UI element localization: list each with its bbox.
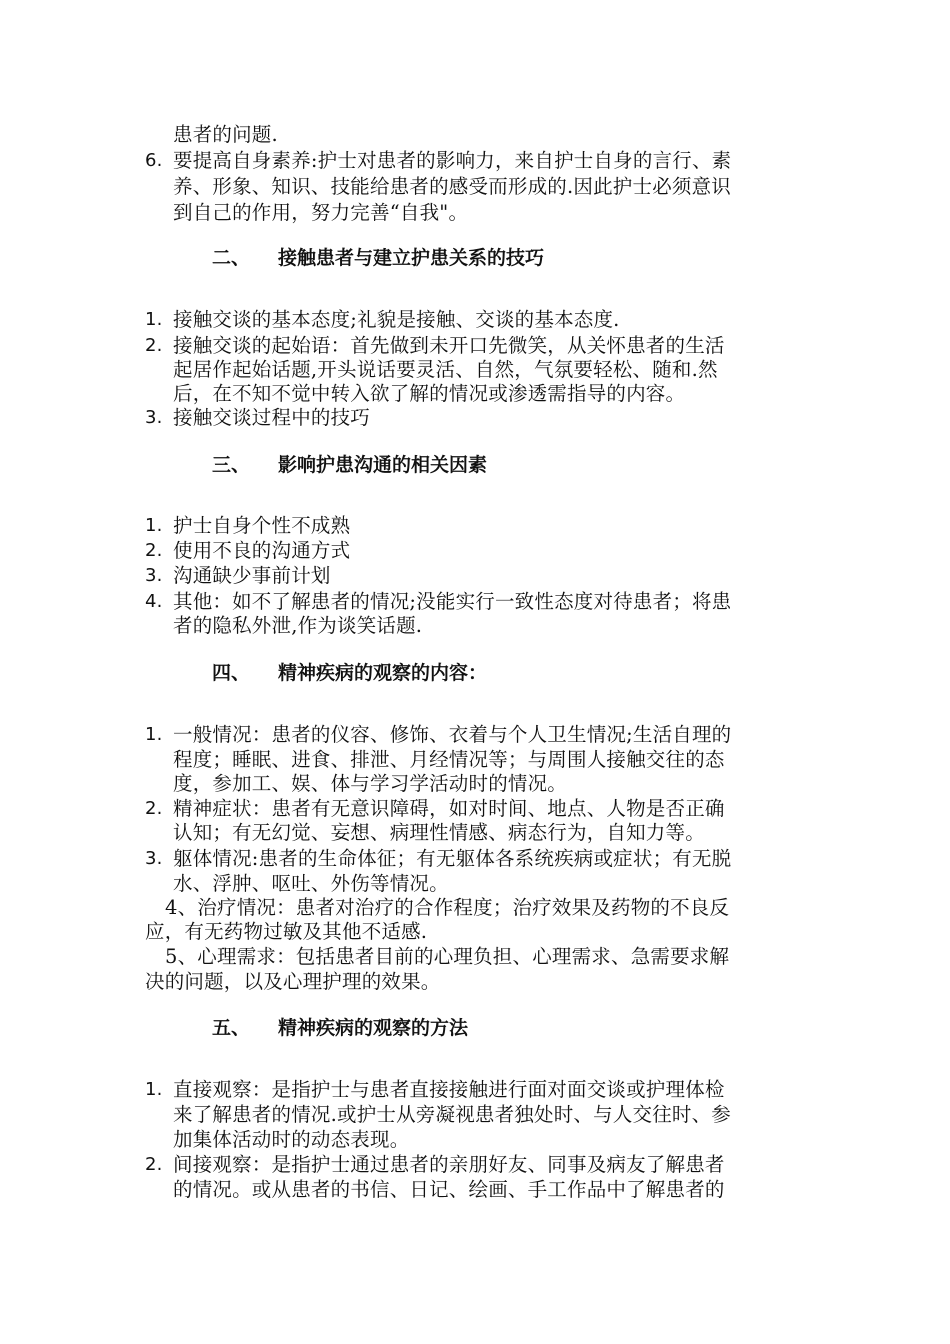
section-title: 影响护患沟通的相关因素 [278, 454, 488, 476]
paragraph-text: 4、治疗情况：患者对治疗的合作程度；治疗效果及药物的不良反 [165, 896, 730, 919]
list-item-text: 接触交谈过程中的技巧 [173, 406, 371, 429]
section-number: 四、 [212, 662, 251, 684]
paragraph-text: 决的问题，以及心理护理的效果。 [145, 970, 441, 993]
list-item-text: 接触交谈的基本态度;礼貌是接触、交谈的基本态度. [173, 308, 620, 331]
list-item-text: 护士自身个性不成熟 [173, 514, 351, 537]
paragraph-text: 应，有无药物过敏及其他不适感. [145, 920, 428, 943]
list-item-text: 的情况。或从患者的书信、日记、绘画、手工作品中了解患者的 [173, 1178, 725, 1201]
list-item-text: 者的隐私外泄,作为谈笑话题. [173, 614, 423, 637]
list-number: 2. [145, 798, 163, 819]
section-number: 三、 [212, 454, 251, 476]
list-number: 4. [145, 591, 163, 612]
list-item-text: 程度；睡眠、进食、排泄、月经情况等；与周围人接触交往的态 [173, 748, 725, 771]
list-item-text: 起居作起始话题,开头说话要灵活、自然，气氛要轻松、随和.然 [173, 358, 718, 381]
list-item-text: 要提高自身素养:护士对患者的影响力，来自护士自身的言行、素 [173, 149, 732, 172]
list-item-text: 水、浮肿、呕吐、外伤等情况。 [173, 872, 449, 895]
list-item-text: 直接观察：是指护士与患者直接接触进行面对面交谈或护理体检 [173, 1078, 725, 1101]
list-item-text: 一般情况：患者的仪容、修饰、衣着与个人卫生情况;生活自理的 [173, 723, 732, 746]
list-item-text: 后，在不知不觉中转入欲了解的情况或渗透需指导的内容。 [173, 382, 686, 405]
list-number: 3. [145, 407, 163, 428]
list-item-text: 度，参加工、娱、体与学习学活动时的情况。 [173, 772, 568, 795]
section-title: 精神疾病的观察的方法 [278, 1017, 469, 1039]
list-number: 3. [145, 565, 163, 586]
list-number: 1. [145, 724, 163, 745]
section-title: 精神疾病的观察的内容： [278, 662, 488, 684]
list-item-text: 加集体活动时的动态表现。 [173, 1128, 410, 1151]
list-item-text: 间接观察：是指护士通过患者的亲朋好友、同事及病友了解患者 [173, 1153, 725, 1176]
list-number: 1. [145, 515, 163, 536]
list-item-text: 到自己的作用，努力完善“自我"。 [173, 201, 469, 224]
list-item-text: 沟通缺少事前计划 [173, 564, 331, 587]
continuation-text: 患者的问题. [173, 123, 278, 146]
section-title: 接触患者与建立护患关系的技巧 [278, 247, 545, 269]
list-item-text: 接触交谈的起始语：首先做到未开口先微笑，从关怀患者的生活 [173, 334, 725, 357]
paragraph-text: 5、心理需求：包括患者目前的心理负担、心理需求、急需要求解 [165, 945, 730, 968]
list-item-text: 其他：如不了解患者的情况;没能实行一致性态度对待患者；将患 [173, 590, 732, 613]
list-item-text: 认知；有无幻觉、妄想、病理性情感、病态行为，自知力等。 [173, 821, 705, 844]
list-item-text: 躯体情况:患者的生命体征；有无躯体各系统疾病或症状；有无脱 [173, 847, 732, 870]
list-item-text: 精神症状：患者有无意识障碍，如对时间、地点、人物是否正确 [173, 797, 725, 820]
list-number: 2. [145, 335, 163, 356]
list-number: 6. [145, 150, 163, 171]
list-item-text: 养、形象、知识、技能给患者的感受而形成的.因此护士必须意识 [173, 175, 731, 198]
section-number: 五、 [212, 1017, 251, 1039]
list-item-text: 来了解患者的情况.或护士从旁凝视患者独处时、与人交往时、参 [173, 1103, 731, 1126]
list-item-text: 使用不良的沟通方式 [173, 539, 351, 562]
section-number: 二、 [212, 247, 251, 269]
list-number: 1. [145, 1079, 163, 1100]
list-number: 2. [145, 1154, 163, 1175]
list-number: 1. [145, 309, 163, 330]
list-number: 2. [145, 540, 163, 561]
list-number: 3. [145, 848, 163, 869]
